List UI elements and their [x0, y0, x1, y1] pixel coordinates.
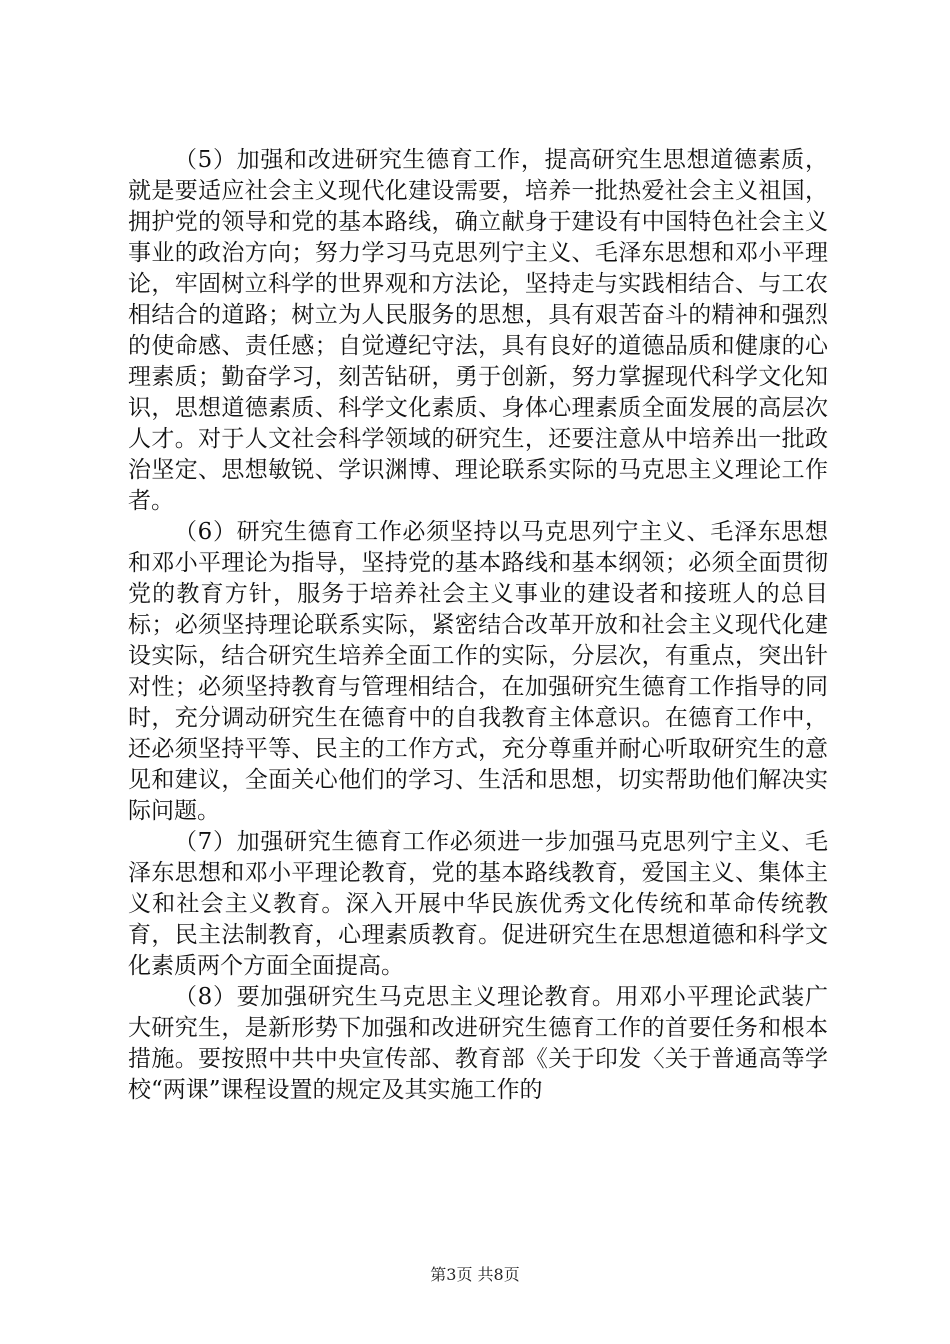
paragraph-5: （5）加强和改进研究生德育工作，提高研究生思想道德素质，就是要适应社会主义现代化建设需要，培养一批热爱社会主义祖国，拥护党的领导和党的基本路线，确立献身于建设有中国特色社会主义事业的政治方向；努力学习马克思列宁主义、毛泽东思想和邓小平理论，牢固树立科学的世界观和方法论，坚持走与实践相结合、与工农相结合的道路；树立为人民服务的思想，具有艰苦奋斗的精神和强烈的使命感、责任感；自觉遵纪守法，具有良好的道德品质和健康的心理素质；勤奋学习，刻苦钻研，勇于创新，努力掌握现代科学文化知识，思想道德素质、科学文化素质、身体心理素质全面发展的高层次人才。对于人文社会科学领域的研究生，还要注意从中培养出一批政治坚定、思想敏锐、学识渊博、理论联系实际的马克思主义理论工作者。	[128, 147, 828, 514]
page-number-footer: 第3页 共8页	[430, 1265, 520, 1284]
paragraph-6: （6）研究生德育工作必须坚持以马克思列宁主义、毛泽东思想和邓小平理论为指导，坚持党的基本路线和基本纲领；必须全面贯彻党的教育方针，服务于培养社会主义事业的建设者和接班人的总目标；必须坚持理论联系实际，紧密结合改革开放和社会主义现代化建设实际，结合研究生培养全面工作的实际，分层次，有重点，突出针对性；必须坚持教育与管理相结合，在加强研究生德育工作指导的同时，充分调动研究生在德育中的自我教育主体意识。在德育工作中，还必须坚持平等、民主的工作方式，充分尊重并耐心听取研究生的意见和建议，全面关心他们的学习、生活和思想，切实帮助他们解决实际问题。	[128, 519, 828, 824]
paragraph-7: （7）加强研究生德育工作必须进一步加强马克思列宁主义、毛泽东思想和邓小平理论教育，党的基本路线教育，爱国主义、集体主义和社会主义教育。深入开展中华民族优秀文化传统和革命传统教育，民主法制教育，心理素质教育。促进研究生在思想道德和科学文化素质两个方面全面提高。	[128, 829, 828, 979]
paragraph-8: （8）要加强研究生马克思主义理论教育。用邓小平理论武装广大研究生，是新形势下加强和改进研究生德育工作的首要任务和根本措施。要按照中共中央宣传部、教育部《关于印发〈关于普通高等学校“两课”课程设置的规定及其实施工作的	[128, 984, 828, 1103]
document-body	[128, 145, 828, 1106]
